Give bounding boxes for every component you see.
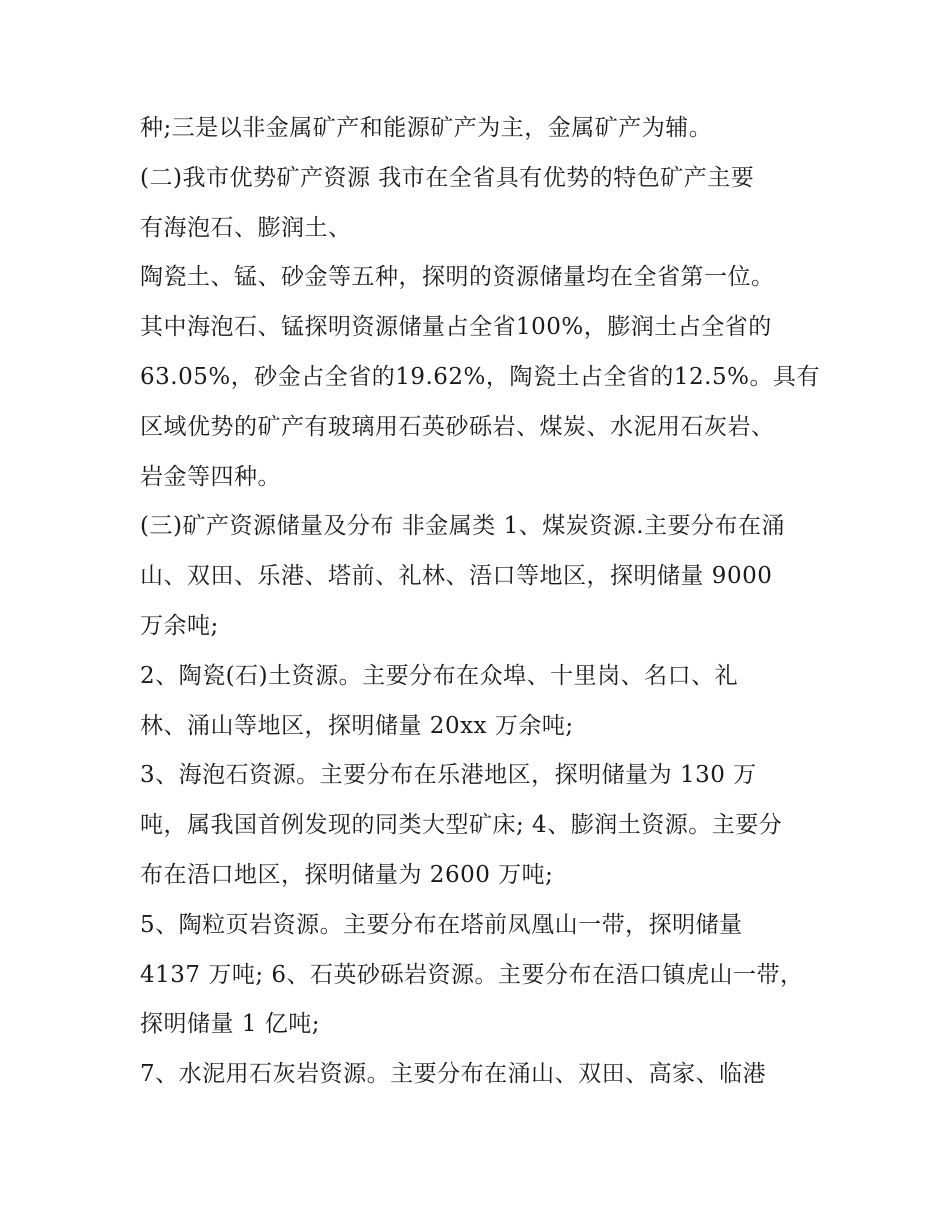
document-body xyxy=(140,104,820,1100)
text-line: 探明储量 1 亿吨; xyxy=(140,1011,321,1038)
text-line: 林、涌山等地区，探明储量 20xx 万余吨; xyxy=(140,712,574,739)
text-line: 5、陶粒页岩资源。主要分布在塔前凤凰山一带，探明储量 xyxy=(140,911,743,938)
text-line: 种;三是以非金属矿产和能源矿产为主，金属矿产为辅。 xyxy=(140,115,713,141)
text-line: 区域优势的矿产有玻璃用石英砂砾岩、煤炭、水泥用石灰岩、 xyxy=(140,413,775,440)
text-line: 有海泡石、膨润土、 xyxy=(140,214,352,241)
text-line: 万余吨; xyxy=(140,612,219,639)
text-line: 4137 万吨; 6、石英砂砾岩资源。主要分布在浯口镇虎山一带， xyxy=(140,961,804,988)
text-line: 其中海泡石、锰探明资源储量占全省100%，膨润土占全省的 xyxy=(140,314,772,341)
text-line: 山、双田、乐港、塔前、礼林、浯口等地区，探明储量 9000 xyxy=(140,563,773,590)
text-line: 63.05%，砂金占全省的19.62%，陶瓷土占全省的12.5%。具有 xyxy=(140,363,820,390)
text-line: 2、陶瓷(石)土资源。主要分布在众埠、十里岗、名口、礼 xyxy=(140,662,739,689)
text-line: 布在浯口地区，探明储量为 2600 万吨; xyxy=(140,861,554,888)
text-line: 陶瓷土、锰、砂金等五种，探明的资源储量均在全省第一位。 xyxy=(140,264,775,291)
text-line: 岩金等四种。 xyxy=(140,463,281,490)
text-line: 3、海泡石资源。主要分布在乐港地区，探明储量为 130 万 xyxy=(140,762,757,789)
text-line: (三)矿产资源储量及分布 非金属类 1、煤炭资源.主要分布在涌 xyxy=(140,513,786,540)
text-line: (二)我市优势矿产资源 我市在全省具有优势的特色矿产主要 xyxy=(140,164,755,191)
text-line: 吨，属我国首例发现的同类大型矿床; 4、膨润土资源。主要分 xyxy=(140,812,783,839)
text-line: 7、水泥用石灰岩资源。主要分布在涌山、双田、高家、临港 xyxy=(140,1061,767,1088)
